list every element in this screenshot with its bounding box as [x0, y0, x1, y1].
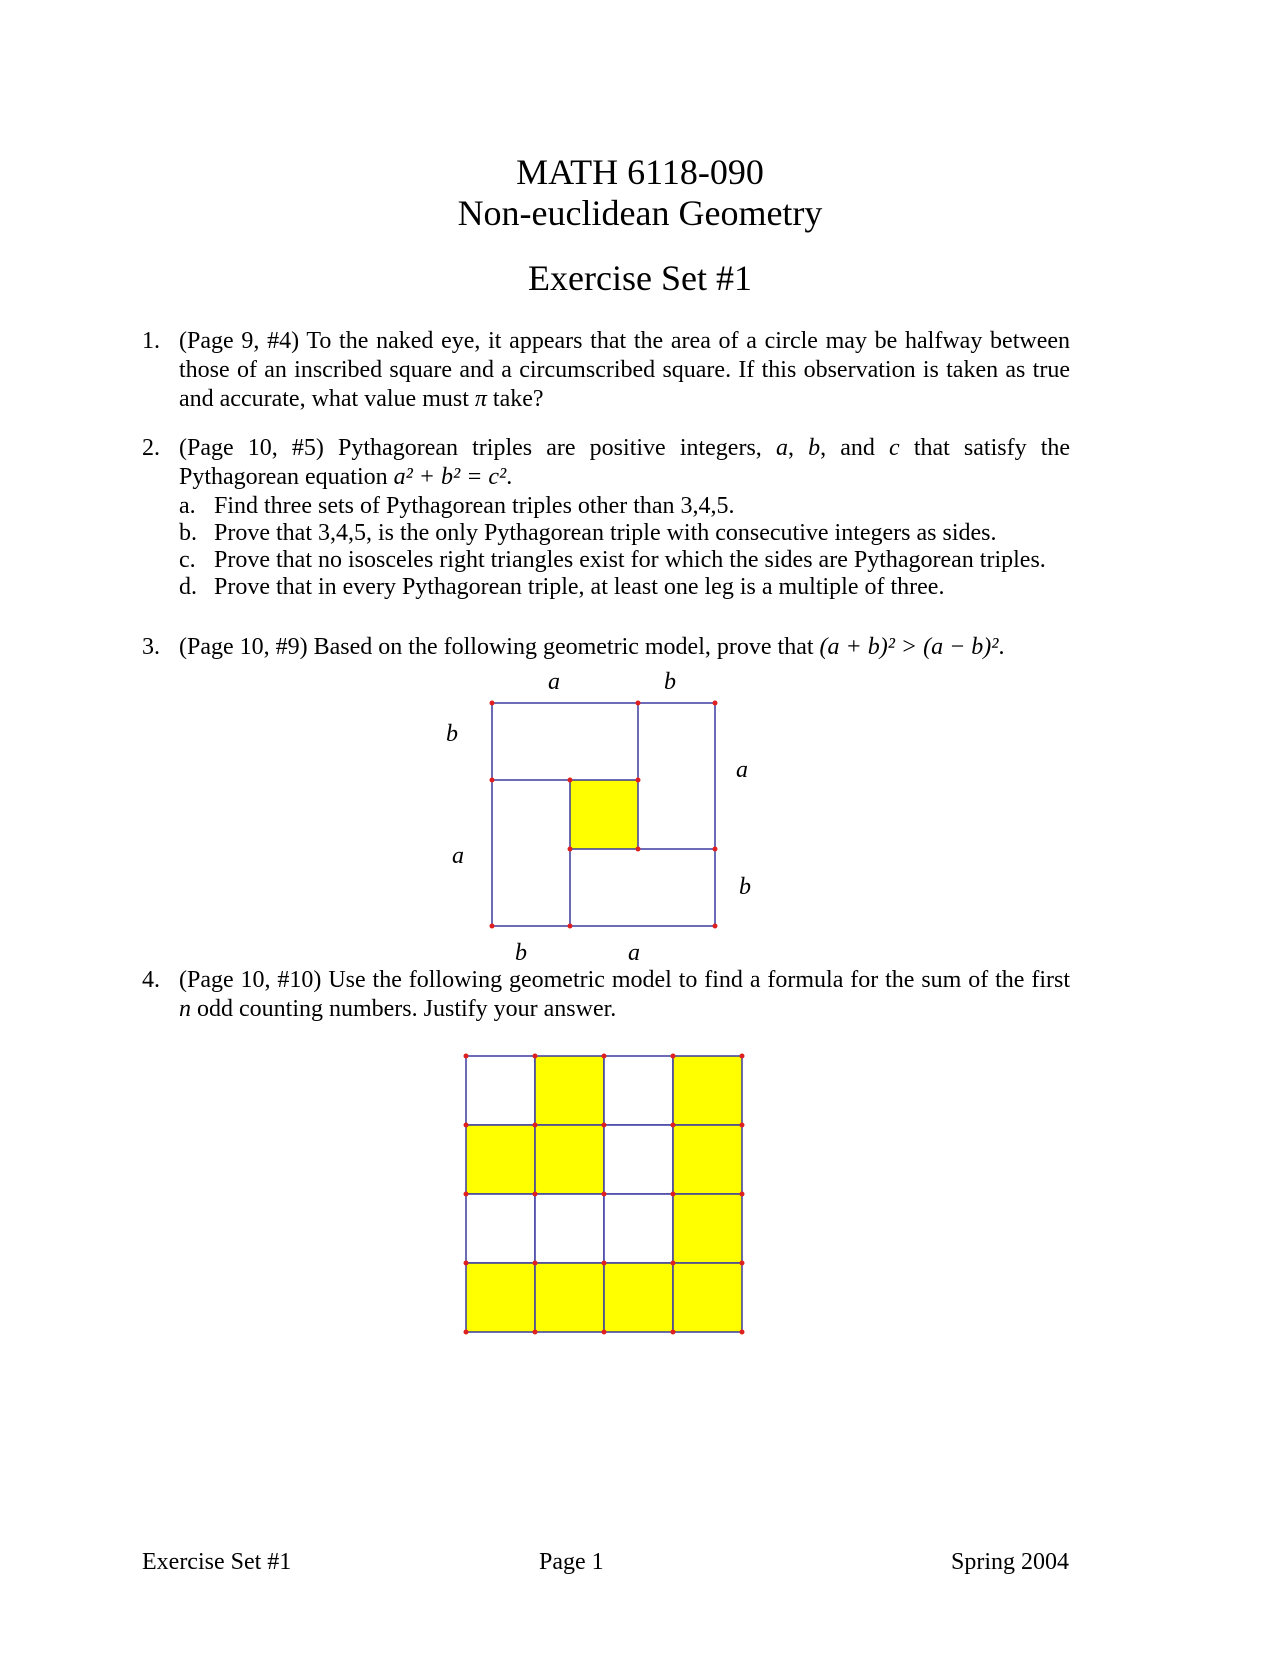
grid-vertex-point	[740, 1261, 745, 1266]
grid-vertex-point	[671, 1330, 676, 1335]
grid-vertex-point	[533, 1123, 538, 1128]
label-bottom-a: a	[628, 940, 640, 966]
grid-cell-shaded	[535, 1125, 604, 1194]
part-b-text: Prove that 3,4,5, is the only Pythagorean triple with consecutive integers as sides.	[214, 520, 997, 546]
pythagorean-equation: a² + b² = c²	[393, 464, 507, 490]
grid-cell-shaded	[535, 1056, 604, 1125]
and-word: and	[840, 435, 875, 461]
grid-vertex-point	[533, 1054, 538, 1059]
var-c: c	[889, 435, 900, 461]
grid-cell-empty	[466, 1194, 535, 1263]
problem-2-mid: that satisfy the Pythagorean equation	[179, 435, 1071, 490]
problem-3-number: 3.	[142, 634, 160, 660]
problem-2-number: 2.	[142, 435, 160, 461]
footer-semester: Spring 2004	[950, 1549, 1069, 1575]
label-top-a: a	[548, 669, 560, 695]
grid-vertex-point	[464, 1330, 469, 1335]
part-d-label: d.	[179, 574, 197, 600]
problem-4-body: (Page 10, #10) Use the following geometric model to find a formula for the sum of the first	[179, 967, 1070, 993]
problem-1-body: (Page 9, #4) To the naked eye, it appears that the area of a circle may be halfway between those of an inscribed square and a circumscribed square. If this observation is taken as true and accurate, what value must	[179, 328, 1070, 412]
grid-vertex-point	[671, 1261, 676, 1266]
grid-cell-empty	[604, 1125, 673, 1194]
grid-vertex-point	[464, 1123, 469, 1128]
problem-2-body: (Page 10, #5) Pythagorean triples are positive integers,	[179, 435, 762, 461]
part-c-label: c.	[179, 547, 196, 573]
inequality: (a + b)² > (a − b)²	[819, 634, 999, 660]
course-title: Non-euclidean Geometry	[457, 193, 823, 233]
grid-vertex-point	[602, 1054, 607, 1059]
problem-2-text: (Page 10, #5) Pythagorean triples are positive integers, a, b, and c that satisfy the Pythagorean equation a² + b² = c².	[179, 435, 1071, 490]
grid-cell-shaded	[673, 1194, 742, 1263]
part-a-text: Find three sets of Pythagorean triples other than 3,4,5.	[214, 493, 735, 519]
grid-vertex-point	[533, 1261, 538, 1266]
part-d-text: Prove that in every Pythagorean triple, at least one leg is a multiple of three.	[214, 574, 945, 600]
var-a: a	[775, 435, 788, 461]
grid-vertex-point	[671, 1192, 676, 1197]
problem-4-number: 4.	[142, 967, 160, 993]
label-left-b: b	[446, 721, 458, 747]
part-a-label: a.	[179, 493, 196, 519]
grid-vertex-point	[740, 1330, 745, 1335]
grid-vertex-point	[464, 1261, 469, 1266]
problem-3-text: (Page 10, #9) Based on the following geometric model, prove that (a + b)² > (a − b)².	[179, 634, 1005, 660]
grid-vertex-point	[602, 1192, 607, 1197]
problem-1-number: 1.	[142, 328, 160, 354]
grid-cell-shaded	[673, 1056, 742, 1125]
grid-cell-shaded	[466, 1263, 535, 1332]
grid-vertex-point	[740, 1123, 745, 1128]
grid-vertex-point	[533, 1192, 538, 1197]
grid-cell-shaded	[673, 1263, 742, 1332]
grid-vertex-point	[602, 1123, 607, 1128]
part-c-text: Prove that no isosceles right triangles exist for which the sides are Pythagorean triples.	[214, 547, 1046, 573]
problem-3-body: (Page 10, #9) Based on the following geometric model, prove that	[179, 634, 814, 660]
grid-cell-empty	[466, 1056, 535, 1125]
grid-vertex-point	[671, 1054, 676, 1059]
grid-cell-shaded	[535, 1263, 604, 1332]
label-right-a: a	[736, 757, 748, 783]
grid-cell-shaded	[466, 1125, 535, 1194]
grid-vertex-point	[602, 1261, 607, 1266]
grid-vertex-point	[602, 1330, 607, 1335]
var-b: b	[808, 435, 821, 461]
grid-cell-shaded	[673, 1125, 742, 1194]
label-right-b: b	[739, 874, 751, 900]
pi-symbol: π	[474, 386, 487, 412]
grid-vertex-point	[464, 1192, 469, 1197]
part-b-label: b.	[179, 520, 197, 546]
grid-vertex-point	[740, 1054, 745, 1059]
grid-cell-shaded	[604, 1263, 673, 1332]
footer-left: Exercise Set #1	[142, 1549, 292, 1575]
footer-page-number: Page 1	[539, 1549, 604, 1575]
grid-vertex-point	[740, 1192, 745, 1197]
grid-cell-empty	[604, 1056, 673, 1125]
label-top-b: b	[664, 669, 676, 695]
grid-vertex-point	[464, 1054, 469, 1059]
label-left-a: a	[452, 843, 464, 869]
grid-cell-empty	[535, 1194, 604, 1263]
exercise-set-title: Exercise Set #1	[528, 258, 752, 298]
var-n: n	[179, 996, 191, 1022]
problem-4-tail: odd counting numbers. Justify your answer.	[197, 996, 617, 1022]
grid-cell-empty	[604, 1194, 673, 1263]
course-number: MATH 6118-090	[516, 152, 764, 192]
grid-vertex-point	[671, 1123, 676, 1128]
problem-1-tail: take?	[492, 386, 544, 412]
grid-vertex-point	[533, 1330, 538, 1335]
label-bottom-b: b	[515, 940, 527, 966]
